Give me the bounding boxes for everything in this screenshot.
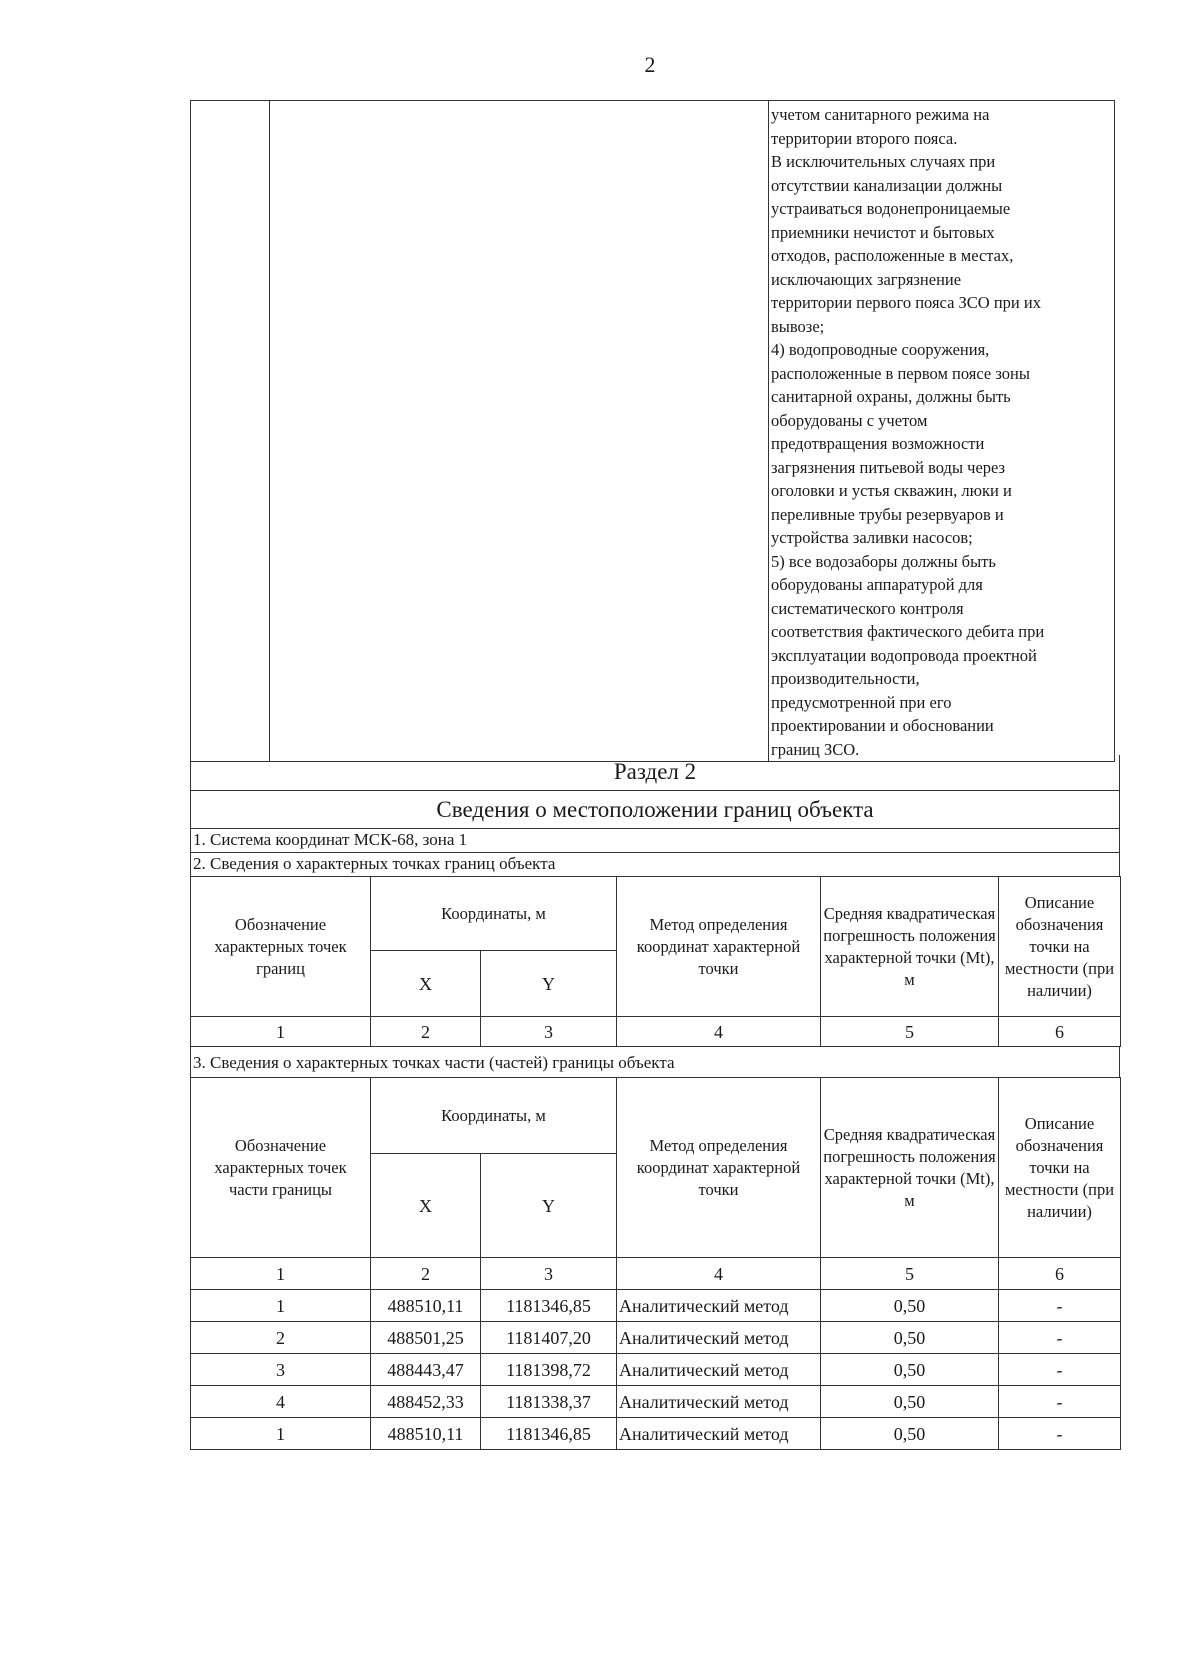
- requirements-line: территории второго пояса.: [771, 128, 958, 148]
- t2-header-error: Средняя квадратическая погрешность положения характерной точки (Mt), м: [821, 1078, 999, 1258]
- t1-colnum: 2: [371, 1017, 481, 1047]
- cell-y: 1181407,20: [481, 1322, 617, 1354]
- t1-header-error: Средняя квадратическая погрешность положения характерной точки (Mt), м: [821, 877, 999, 1017]
- requirements-line: систематического контроля: [771, 598, 964, 618]
- table-row: [191, 1386, 1121, 1418]
- cell-error: 0,50: [821, 1354, 999, 1386]
- requirements-line: предотвращения возможности: [771, 434, 985, 453]
- section-title: Раздел 2: [190, 755, 1120, 791]
- requirements-line: устройства заливки насосов;: [771, 528, 973, 547]
- requirements-line: В исключительных случаях при: [771, 152, 996, 171]
- requirements-line: отходов, расположенные в местах,: [771, 246, 1014, 265]
- cell-point: 1: [191, 1290, 371, 1322]
- requirements-line: переливные трубы резервуаров и: [771, 504, 1004, 524]
- table-row: [191, 1322, 1121, 1354]
- cell-error: 0,50: [821, 1322, 999, 1354]
- table-row: [191, 1290, 1121, 1322]
- requirements-line: устраиваться водонепроницаемые: [771, 199, 1011, 218]
- cell-error: 0,50: [821, 1386, 999, 1418]
- requirements-line: санитарной охраны, должны быть: [771, 387, 1011, 406]
- requirements-line: 5) все водозаборы должны быть: [771, 551, 996, 571]
- points-heading: 2. Сведения о характерных точках границ объекта: [190, 853, 1120, 877]
- t2-header-method: Метод определения координат характерной точки: [617, 1078, 821, 1258]
- requirements-line: исключающих загрязнение: [771, 269, 962, 289]
- requirements-line: оборудованы с учетом: [771, 410, 928, 430]
- t1-header-y: Y: [481, 951, 617, 1017]
- continuation-cell-1: [191, 101, 270, 762]
- t2-colnum: 2: [371, 1258, 481, 1290]
- requirements-line: оборудованы аппаратурой для: [771, 575, 983, 594]
- part-points-table: [190, 1077, 1121, 1450]
- t2-header-y: Y: [481, 1154, 617, 1258]
- t2-header-x: X: [371, 1154, 481, 1258]
- coord-system-line: 1. Система координат МСК-68, зона 1: [190, 829, 1120, 853]
- cell-y: 1181346,85: [481, 1418, 617, 1450]
- t1-colnum: 6: [999, 1017, 1121, 1047]
- cell-method: Аналитический метод: [617, 1418, 821, 1450]
- t1-header-x: X: [371, 951, 481, 1017]
- t1-colnum: 4: [617, 1017, 821, 1047]
- continuation-table: [190, 100, 1115, 762]
- cell-error: 0,50: [821, 1290, 999, 1322]
- cell-y: 1181398,72: [481, 1354, 617, 1386]
- boundary-points-table: [190, 876, 1121, 1047]
- requirements-line: соответствия фактического дебита при: [771, 622, 1045, 641]
- requirements-line: отсутствии канализации должны: [771, 175, 1003, 195]
- cell-method: Аналитический метод: [617, 1322, 821, 1354]
- cell-x: 488510,11: [371, 1418, 481, 1450]
- cell-y: 1181346,85: [481, 1290, 617, 1322]
- requirements-line: проектировании и обосновании: [771, 716, 994, 735]
- cell-x: 488443,47: [371, 1354, 481, 1386]
- t2-header-coords: Координаты, м: [371, 1078, 617, 1154]
- cell-x: 488501,25: [371, 1322, 481, 1354]
- section-subtitle: Сведения о местоположении границ объекта: [190, 791, 1120, 829]
- continuation-cell-2: [270, 101, 769, 762]
- requirements-line: эксплуатации водопровода проектной: [771, 645, 1037, 665]
- cell-desc: -: [999, 1290, 1121, 1322]
- cell-point: 3: [191, 1354, 371, 1386]
- requirements-line: территории первого пояса ЗСО при их: [771, 293, 1041, 312]
- cell-point: 2: [191, 1322, 371, 1354]
- cell-x: 488452,33: [371, 1386, 481, 1418]
- table-row: [191, 1418, 1121, 1450]
- cell-x: 488510,11: [371, 1290, 481, 1322]
- requirements-line: вывозе;: [771, 316, 825, 336]
- cell-method: Аналитический метод: [617, 1386, 821, 1418]
- cell-point: 1: [191, 1418, 371, 1450]
- page-number: 2: [644, 52, 656, 77]
- t1-colnum: 1: [191, 1017, 371, 1047]
- t2-colnum: 5: [821, 1258, 999, 1290]
- cell-desc: -: [999, 1354, 1121, 1386]
- t1-header-point: Обозначение характерных точек границ: [191, 877, 371, 1017]
- requirements-text: [769, 101, 1114, 761]
- cell-error: 0,50: [821, 1418, 999, 1450]
- cell-y: 1181338,37: [481, 1386, 617, 1418]
- continuation-text-cell: [769, 101, 1115, 762]
- t1-header-method: Метод определения координат характерной точки: [617, 877, 821, 1017]
- t2-header-desc: Описание обозначения точки на местности (при наличии): [999, 1078, 1121, 1258]
- cell-method: Аналитический метод: [617, 1290, 821, 1322]
- t1-header-coords: Координаты, м: [371, 877, 617, 951]
- table-row: [191, 1354, 1121, 1386]
- requirements-line: приемники нечистот и бытовых: [771, 222, 995, 242]
- t2-header-point: Обозначение характерных точек части границы: [191, 1078, 371, 1258]
- t2-colnum: 6: [999, 1258, 1121, 1290]
- requirements-line: расположенные в первом поясе зоны: [771, 363, 1030, 383]
- t1-colnum: 5: [821, 1017, 999, 1047]
- cell-point: 4: [191, 1386, 371, 1418]
- requirements-line: границ ЗСО.: [771, 739, 860, 759]
- cell-method: Аналитический метод: [617, 1354, 821, 1386]
- requirements-line: загрязнения питьевой воды через: [771, 457, 1006, 477]
- t2-colnum: 3: [481, 1258, 617, 1290]
- requirements-line: оголовки и устья скважин, люки и: [771, 481, 1012, 500]
- t2-colnum: 1: [191, 1258, 371, 1290]
- cell-desc: -: [999, 1322, 1121, 1354]
- cell-desc: -: [999, 1418, 1121, 1450]
- requirements-line: учетом санитарного режима на: [771, 105, 990, 124]
- t1-header-desc: Описание обозначения точки на местности (при наличии): [999, 877, 1121, 1017]
- requirements-line: 4) водопроводные сооружения,: [771, 340, 990, 359]
- t2-colnum: 4: [617, 1258, 821, 1290]
- requirements-line: производительности,: [771, 669, 920, 688]
- t1-colnum: 3: [481, 1017, 617, 1047]
- part-points-heading: 3. Сведения о характерных точках части (частей) границы объекта: [190, 1046, 1120, 1078]
- requirements-line: предусмотренной при его: [771, 692, 952, 712]
- cell-desc: -: [999, 1386, 1121, 1418]
